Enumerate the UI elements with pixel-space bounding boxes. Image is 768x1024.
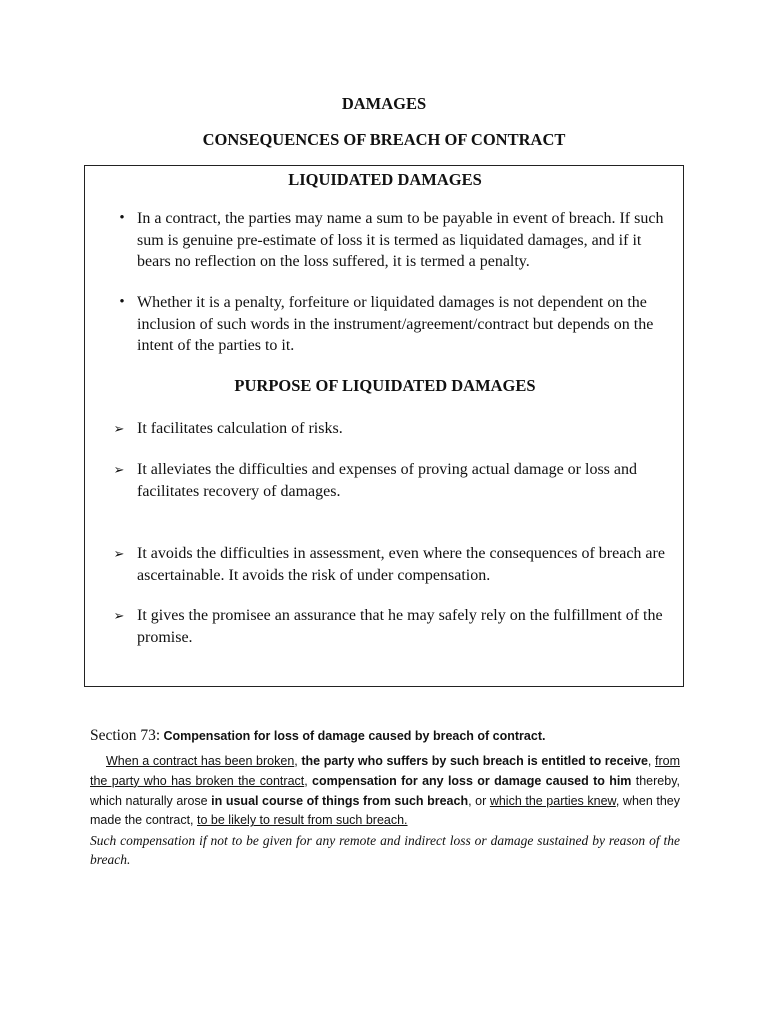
liquidated-damages-heading: LIQUIDATED DAMAGES	[288, 170, 482, 189]
section-title: Compensation for loss of damage caused by breach of contract.	[163, 729, 546, 743]
section-note: Such compensation if not to be given for any remote and indirect loss or damage sustained by reason of the breach.	[90, 833, 680, 867]
body-fragment: , or	[468, 793, 490, 808]
purpose-text: It avoids the difficulties in assessment, even where the consequences of breach are ascertainable. It avoids the risk of under compensation.	[137, 545, 665, 584]
bullet-item	[119, 208, 677, 273]
body-fragment-bold: the party who suffers by such breach is entitled to receive	[301, 754, 648, 768]
purpose-heading: PURPOSE OF LIQUIDATED DAMAGES	[234, 376, 536, 395]
purpose-item	[113, 543, 677, 586]
liquidated-damages-box	[84, 165, 684, 687]
document-title: DAMAGES	[341, 94, 427, 113]
arrow-bullet-icon: ➢	[113, 462, 125, 477]
body-fragment: ,	[647, 754, 655, 768]
body-fragment: ,	[304, 773, 313, 788]
body-fragment-bold: in usual course of things from such breach	[211, 793, 469, 808]
section-heading	[90, 726, 680, 746]
body-fragment: , when they made the contract,	[90, 793, 680, 828]
body-fragment: thereby, which naturally arose	[90, 773, 680, 808]
arrow-bullet-icon: ➢	[113, 608, 125, 623]
body-fragment-underlined: When a contract has been broken	[106, 754, 295, 768]
purpose-item	[113, 459, 677, 502]
bullet-icon: •	[119, 294, 125, 310]
body-fragment-underlined: which the parties knew	[489, 793, 616, 808]
bullet-icon: •	[119, 210, 125, 226]
body-fragment-underlined: from the party who has broken the contract	[90, 754, 680, 788]
bullet-text: Whether it is a penalty, forfeiture or liquidated damages is not dependent on the inclusion of such words in the instrument/agreement/contract but depends on the intent of the parties to it.	[137, 294, 654, 354]
purpose-item	[113, 605, 677, 648]
purpose-text: It alleviates the difficulties and expenses of proving actual damage or loss and facilitates recovery of damages.	[137, 461, 637, 500]
purpose-text: It gives the promisee an assurance that he may safely rely on the fulfillment of the promise.	[137, 607, 663, 646]
arrow-bullet-icon: ➢	[113, 421, 125, 436]
section-number: Section 73:	[90, 727, 161, 744]
document-subtitle: CONSEQUENCES OF BREACH OF CONTRACT	[202, 130, 566, 149]
arrow-bullet-icon: ➢	[113, 546, 125, 561]
body-fragment-bold: compensation for any loss or damage caused to him	[312, 773, 632, 788]
bullet-item	[119, 292, 677, 357]
bullet-text: In a contract, the parties may name a sum to be payable in event of breach. If such sum is genuine pre-estimate of loss it is termed as liquidated damages, and if it bears no reflection on the loss suffered, it is termed a penalty.	[137, 210, 664, 270]
body-fragment-underlined: to be likely to result from such breach.	[197, 813, 408, 828]
body-fragment: ,	[294, 754, 302, 768]
purpose-text: It facilitates calculation of risks.	[137, 420, 343, 437]
purpose-item	[113, 418, 677, 440]
section-body	[90, 752, 680, 831]
